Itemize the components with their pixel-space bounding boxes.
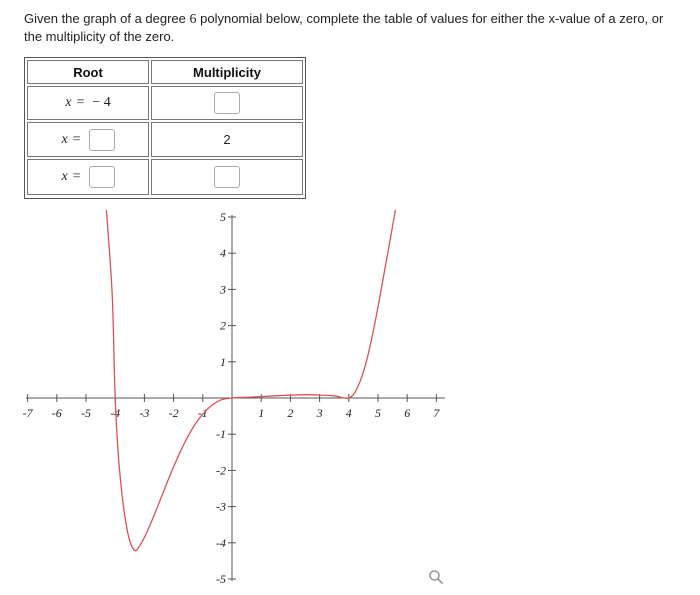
- row3-multiplicity-input[interactable]: [214, 166, 240, 188]
- question-text: [24, 10, 674, 45]
- row1-root-eq: =: [76, 95, 85, 110]
- question-text-before: Given the graph of a degree: [24, 11, 190, 26]
- question-text-after: polynomial below, complete the table of values for either the x-value of a zero, or the multiplicity of the zero.: [24, 11, 664, 44]
- magnifier-icon[interactable]: [428, 569, 444, 585]
- y-tick-label: -5: [216, 572, 226, 586]
- header-multiplicity: [151, 60, 303, 84]
- y-tick-label: 1: [220, 354, 226, 369]
- header-multiplicity-label: Multiplicity: [193, 64, 261, 80]
- x-tick-label: -6: [51, 406, 62, 420]
- x-tick-label: 2: [287, 406, 294, 420]
- row2-multiplicity-cell: [151, 122, 303, 157]
- x-tick-label: -7: [22, 406, 33, 420]
- x-tick-label: -5: [81, 406, 91, 420]
- y-tick-label: 2: [220, 318, 226, 333]
- row3-root-eq: =: [72, 169, 81, 184]
- row3-root: [61, 169, 88, 185]
- polynomial-graph: [0, 205, 460, 595]
- row2-root-var: x: [61, 131, 68, 147]
- row1-multiplicity-cell: [151, 86, 303, 120]
- y-tick-label: -2: [216, 463, 226, 478]
- header-root-label: Root: [73, 64, 103, 80]
- y-tick-label: -1: [216, 427, 226, 442]
- row2-root: [61, 132, 88, 148]
- y-tick-label: 4: [220, 246, 226, 261]
- row3-multiplicity-cell: [151, 159, 303, 195]
- x-tick-label: -4: [110, 406, 121, 420]
- x-tick-label: 5: [375, 406, 381, 420]
- row2-root-eq: =: [72, 131, 81, 147]
- x-tick-label: 7: [433, 406, 440, 420]
- row1-root-value: − 4: [92, 95, 111, 110]
- row1-multiplicity-input[interactable]: [214, 92, 240, 114]
- row1-root-cell: [27, 86, 149, 120]
- row2-multiplicity-value: 2: [223, 132, 231, 147]
- row2-root-input[interactable]: [89, 129, 115, 151]
- x-tick-label: 3: [316, 406, 323, 420]
- x-tick-label: 4: [345, 406, 352, 420]
- y-tick-label: 3: [220, 282, 226, 297]
- row3-root-input[interactable]: [89, 166, 115, 188]
- y-tick-label: -4: [216, 535, 226, 550]
- row3-root-cell: [27, 159, 149, 195]
- y-tick-label: -3: [216, 499, 226, 514]
- x-tick-label: 1: [258, 406, 265, 420]
- row2-root-cell: [27, 122, 149, 157]
- x-tick-label: -2: [168, 406, 179, 420]
- x-tick-label: -1: [197, 406, 208, 420]
- row1-root: [65, 95, 111, 111]
- row1-root-var: x: [65, 95, 72, 110]
- header-root: [27, 60, 149, 84]
- y-tick-label: 5: [220, 210, 226, 224]
- degree-value: 6: [189, 12, 197, 27]
- answer-table: [24, 57, 306, 199]
- x-tick-label: -3: [139, 406, 150, 420]
- polynomial-curve: [106, 210, 395, 551]
- row3-root-var: x: [61, 169, 68, 184]
- x-tick-label: 6: [404, 406, 411, 420]
